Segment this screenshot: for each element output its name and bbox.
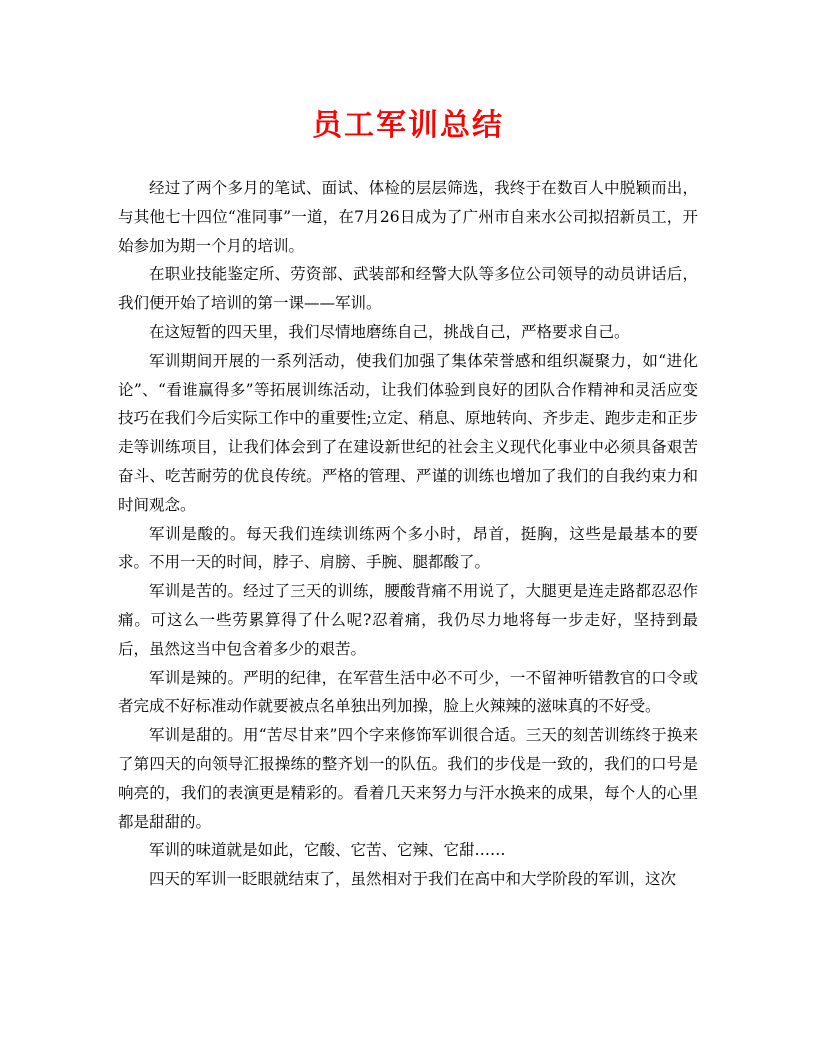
- paragraph-6: 军训是苦的。经过了三天的训练，腰酸背痛不用说了，大腿更是连走路都忍忍作痛。可这么一些劳累算得了什么呢?忍着痛，我仍尽力地将每一步走好，坚持到最后，虽然这当中包含着多少的艰苦。: [118, 582, 698, 658]
- paragraph-4: 军训期间开展的一系列活动，使我们加强了集体荣誉感和组织凝聚力，如“进化论”、“看谁赢得多”等拓展训练活动，让我们体验到良好的团队合作精神和灵活应变技巧在我们今后实际工作中的重要性;立定、稍息、原地转向、齐步走、跑步走和正步走等训练项目，让我们体会到了在建设新世纪的社会主义现代化事业中必须具备艰苦奋斗、吃苦耐劳的优良传统。严格的管理、严谨的训练也增加了我们的自我约束力和时间观念。: [118, 351, 698, 514]
- paragraph-7: 军训是辣的。严明的纪律，在军营生活中必不可少，一不留神听错教官的口令或者完成不好标准动作就要被点名单独出列加操，脸上火辣辣的滋味真的不好受。: [118, 668, 698, 716]
- paragraph-1: 经过了两个多月的笔试、面试、体检的层层筛选，我终于在数百人中脱颖而出，与其他七十四位“准同事”一道，在7月26日成为了广州市自来水公司拟招新员工，开始参加为期一个月的培训。: [118, 179, 698, 255]
- paragraph-8: 军训是甜的。用“苦尽甘来”四个字来修饰军训很合适。三天的刻苦训练终于换来了第四天的向领导汇报操练的整齐划一的队伍。我们的步伐是一致的，我们的口号是响亮的，我们的表演更是精彩的。看着几天来努力与汗水换来的成果，每个人的心里都是甜甜的。: [118, 726, 698, 831]
- paragraph-10: 四天的军训一眨眼就结束了，虽然相对于我们在高中和大学阶段的军训，这次: [149, 870, 677, 889]
- document-title: 员工军训总结: [312, 108, 504, 143]
- paragraph-9: 军训的味道就是如此，它酸、它苦、它辣、它甜……: [149, 841, 506, 860]
- paragraph-2: 在职业技能鉴定所、劳资部、武装部和经警大队等多位公司领导的动员讲话后，我们便开始了培训的第一课——军训。: [118, 265, 698, 313]
- paragraph-5: 军训是酸的。每天我们连续训练两个多小时，昂首，挺胸，这些是最基本的要求。不用一天的时间，脖子、肩膀、手腕、腿都酸了。: [118, 524, 698, 572]
- document-body: [118, 174, 698, 894]
- paragraph-3: 在这短暂的四天里，我们尽情地磨练自己，挑战自己，严格要求自己。: [149, 322, 630, 341]
